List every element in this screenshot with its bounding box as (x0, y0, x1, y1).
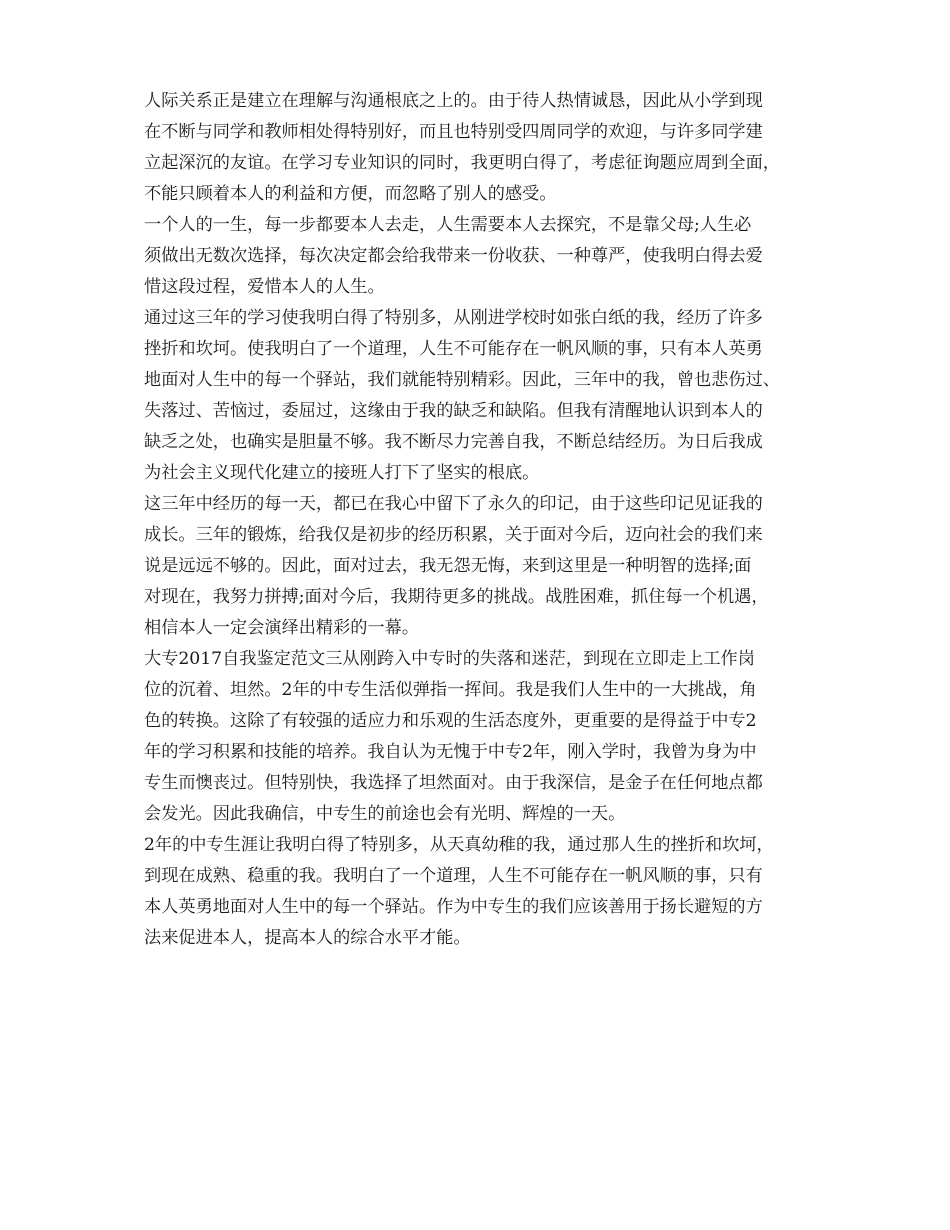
text-line: 成长。三年的锻炼，给我仅是初步的经历积累，关于面对今后，迈向社会的我们来 (144, 525, 763, 545)
text-line: 立起深沉的友谊。在学习专业知识的同时，我更明白得了，考虑征询题应周到全面， (144, 153, 780, 173)
paragraph-3 (144, 303, 824, 489)
text-line: 2年的中专生涯让我明白得了特别多，从天真幼稚的我，通过那人生的挫折和坎坷， (144, 835, 774, 855)
paragraph-4 (144, 489, 824, 644)
text-line: 不能只顾着本人的利益和方便，而忽略了别人的感受。 (144, 184, 557, 204)
text-line: 相信本人一定会演绎出精彩的一幕。 (144, 618, 420, 638)
paragraph-2 (144, 210, 824, 303)
text-line: 地面对人生中的每一个驿站，我们就能特别精彩。因此，三年中的我，曾也悲伤过、 (144, 370, 780, 390)
paragraph-1 (144, 86, 824, 210)
text-line: 通过这三年的学习使我明白得了特别多，从刚进学校时如张白纸的我，经历了许多 (144, 308, 763, 328)
text-line: 人际关系正是建立在理解与沟通根底之上的。由于待人热情诚恳，因此从小学到现 (144, 91, 763, 111)
text-line: 为社会主义现代化建立的接班人打下了坚实的根底。 (144, 463, 540, 483)
text-line: 到现在成熟、稳重的我。我明白了一个道理，人生不可能存在一帆风顺的事，只有 (144, 866, 763, 886)
document-page (144, 86, 824, 954)
text-line: 挫折和坎坷。使我明白了一个道理，人生不可能存在一帆风顺的事，只有本人英勇 (144, 339, 763, 359)
paragraph-5 (144, 644, 824, 830)
text-line: 年的学习积累和技能的培养。我自认为无愧于中专2年，刚入学时，我曾为身为中 (144, 742, 757, 762)
text-line: 在不断与同学和教师相处得特别好，而且也特别受四周同学的欢迎，与许多同学建 (144, 122, 763, 142)
text-line: 一个人的一生，每一步都要本人去走，人生需要本人去探究，不是靠父母;人生必 (144, 215, 752, 235)
text-line: 会发光。因此我确信，中专生的前途也会有光明、辉煌的一天。 (144, 804, 626, 824)
text-line: 这三年中经历的每一天，都已在我心中留下了永久的印记，由于这些印记见证我的 (144, 494, 763, 514)
text-line: 位的沉着、坦然。2年的中专生活似弹指一挥间。我是我们人生中的一大挑战，角 (144, 680, 757, 700)
text-line: 须做出无数次选择，每次决定都会给我带来一份收获、一种尊严，使我明白得去爱 (144, 246, 763, 266)
text-line: 法来促进本人，提高本人的综合水平才能。 (144, 928, 471, 948)
text-line: 大专2017自我鉴定范文三从刚跨入中专时的失落和迷茫，到现在立即走上工作岗 (144, 649, 755, 669)
text-line: 色的转换。这除了有较强的适应力和乐观的生活态度外，更重要的是得益于中专2 (144, 711, 757, 731)
text-line: 对现在，我努力拼搏;面对今后，我期待更多的挑战。战胜困难，抓住每一个机遇， (144, 587, 769, 607)
text-line: 专生而懊丧过。但特别快，我选择了坦然面对。由于我深信，是金子在任何地点都 (144, 773, 763, 793)
paragraph-6 (144, 830, 824, 954)
text-line: 惜这段过程，爱惜本人的人生。 (144, 277, 385, 297)
text-line: 失落过、苦恼过，委屈过，这缘由于我的缺乏和缺陷。但我有清醒地认识到本人的 (144, 401, 763, 421)
text-line: 缺乏之处，也确实是胆量不够。我不断尽力完善自我，不断总结经历。为日后我成 (144, 432, 763, 452)
text-line: 本人英勇地面对人生中的每一个驿站。作为中专生的我们应该善用于扬长避短的方 (144, 897, 763, 917)
text-line: 说是远远不够的。因此，面对过去，我无怨无悔，来到这里是一种明智的选择;面 (144, 556, 752, 576)
